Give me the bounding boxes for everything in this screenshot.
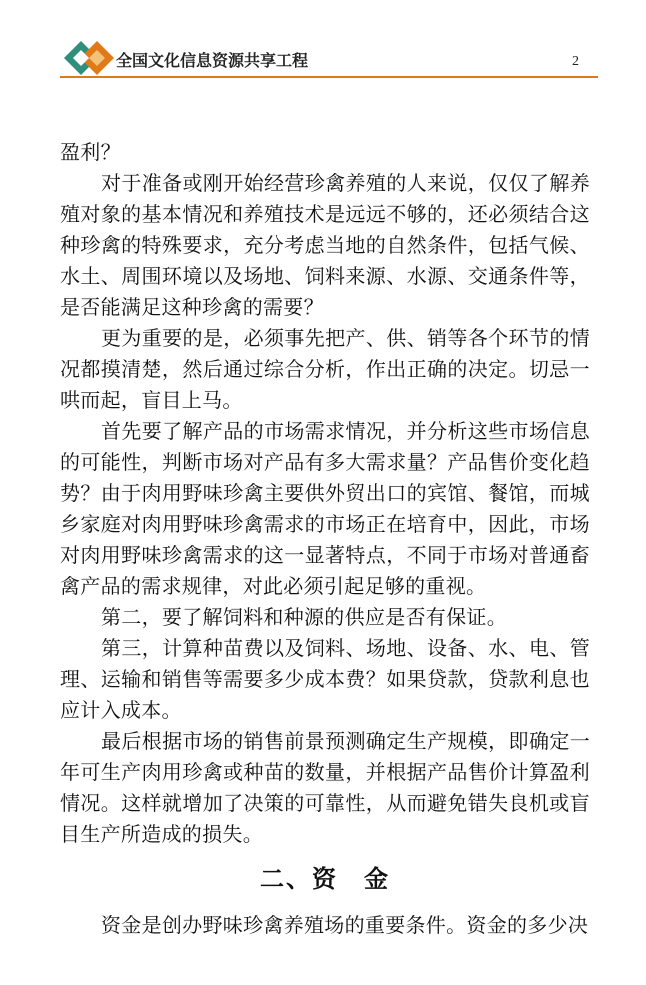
page-header bbox=[0, 0, 646, 80]
paragraph: 第二，要了解饲料和种源的供应是否有保证。 bbox=[101, 605, 507, 629]
paragraph: 第三，计算种苗费以及饲料、场地、设备、水、电、管理、运输和销售等需要多少成本费？如果贷款，贷款利息也应计入成本。 bbox=[60, 636, 590, 722]
page-number: 2 bbox=[572, 54, 579, 69]
header-title: 全国文化信息资源共享工程 bbox=[116, 51, 309, 70]
paragraph: 首先要了解产品的市场需求情况，并分析这些市场信息的可能性，判断市场对产品有多大需求量？产品售价变化趋势？由于肉用野味珍禽主要供外贸出口的宾馆、餐馆，而城乡家庭对肉用野味珍禽需求的市场正在培育中，因此，市场对肉用野味珍禽需求的这一显著特点，不同于市场对普通畜禽产品的需求规律，对此必须引起足够的重视。 bbox=[60, 419, 590, 598]
paragraph: 更为重要的是，必须事先把产、供、销等各个环节的情况都摸清楚，然后通过综合分析，作出正确的决定。切忌一哄而起，盲目上马。 bbox=[60, 326, 590, 412]
document-body bbox=[60, 137, 590, 941]
header-divider bbox=[60, 76, 598, 78]
paragraph: 盈利？ bbox=[60, 140, 121, 164]
logo-icon bbox=[64, 41, 114, 75]
section-heading: 二、资 金 bbox=[260, 864, 390, 893]
paragraph: 最后根据市场的销售前景预测确定生产规模，即确定一年可生产肉用珍禽或种苗的数量，并根据产品售价计算盈利情况。这样就增加了决策的可靠性，从而避免错失良机或盲目生产所造成的损失。 bbox=[60, 729, 590, 846]
paragraph: 对于准备或刚开始经营珍禽养殖的人来说，仅仅了解养殖对象的基本情况和养殖技术是远远不够的，还必须结合这种珍禽的特殊要求，充分考虑当地的自然条件，包括气候、水土、周围环境以及场地、饲料来源、水源、交通条件等，是否能满足这种珍禽的需要？ bbox=[60, 171, 590, 319]
paragraph: 资金是创办野味珍禽养殖场的重要条件。资金的多少决 bbox=[101, 913, 589, 937]
